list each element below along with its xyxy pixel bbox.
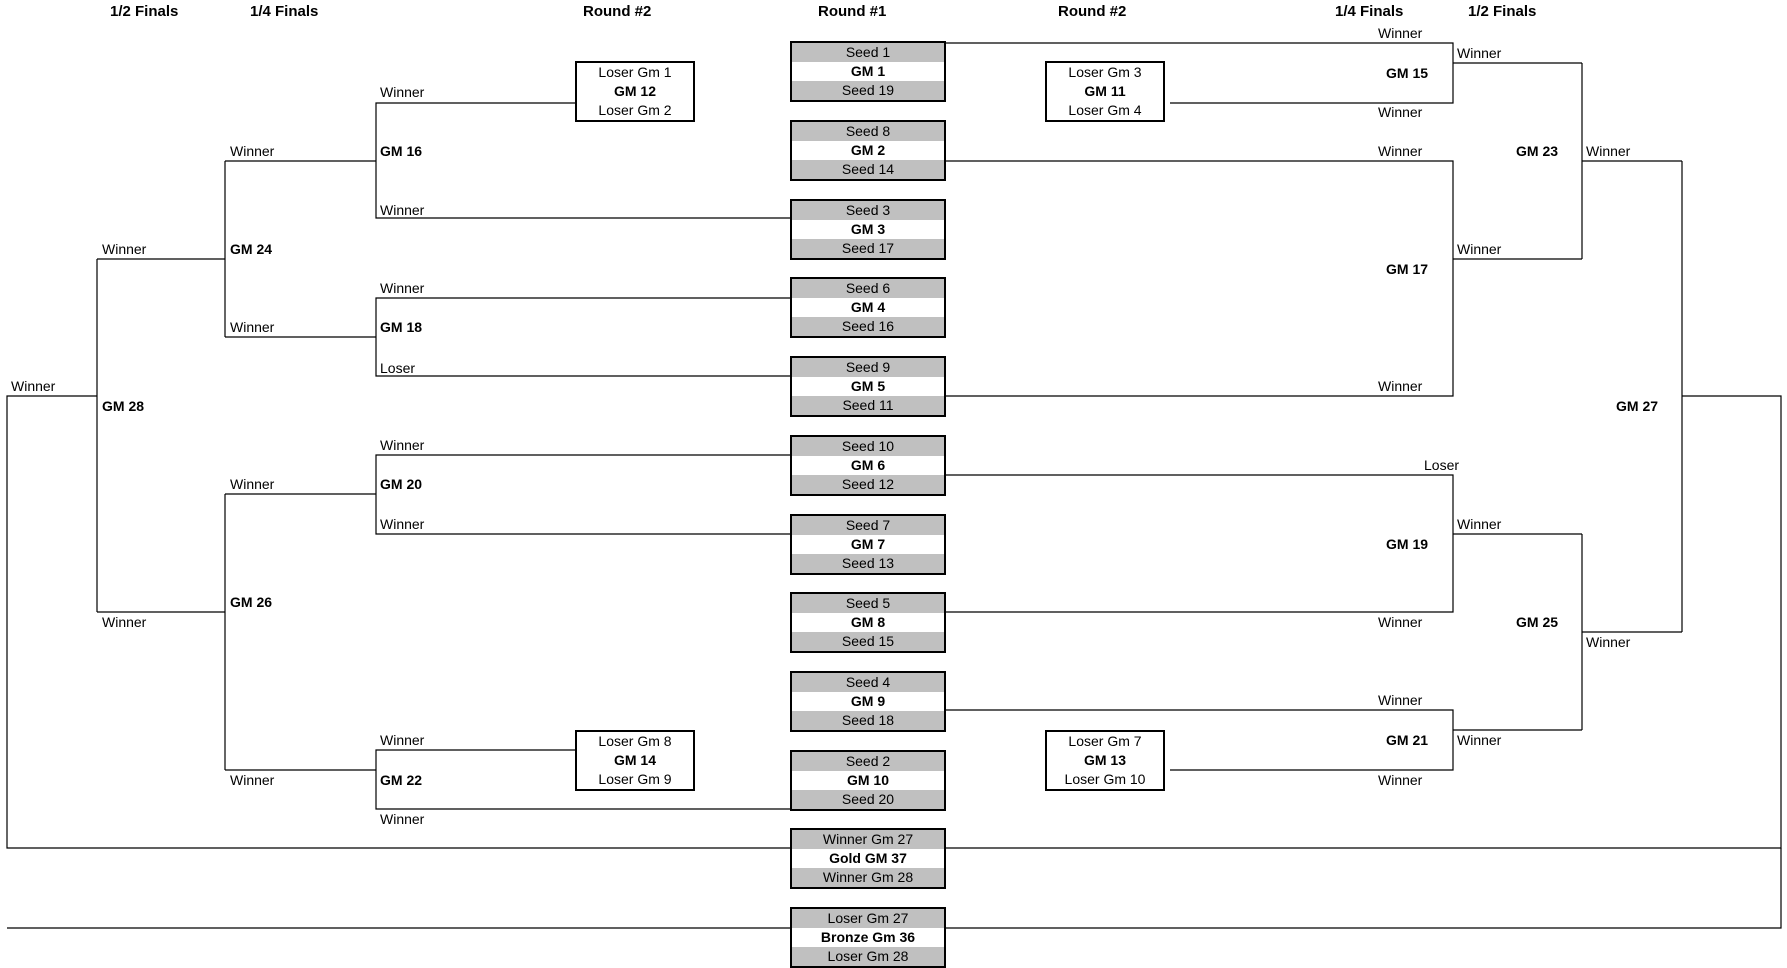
slot-bottom: Seed 13 [792,554,944,573]
line-gm17 [946,161,1453,396]
slot-top: Loser Gm 8 [598,733,672,749]
slot-label-winner: Winner [1378,143,1423,159]
header-left-round2: Round #2 [583,3,652,20]
round2-game-14 [575,730,695,791]
slot-bottom: Seed 18 [792,711,944,730]
game-label-15: GM 15 [1386,65,1429,81]
slot-bottom: Loser Gm 2 [598,102,672,118]
slot-bottom: Seed 15 [792,632,944,651]
game-number: Gold GM 37 [829,850,907,866]
header-right-round2: Round #2 [1058,3,1127,20]
slot-label-winner: Winner [102,241,147,257]
round1-game-5 [790,356,946,417]
slot-label-winner: Winner [1378,692,1423,708]
slot-label-winner: Winner [380,732,425,748]
slot-bottom: Seed 11 [792,396,944,415]
slot-bottom: Seed 19 [792,81,944,100]
slot-label-winner: Winner [1586,634,1631,650]
game-number: Bronze Gm 36 [820,929,916,945]
game-label-22: GM 22 [380,772,423,788]
header-left-quarter-finals: 1/4 Finals [250,3,319,20]
game-label-17: GM 17 [1386,261,1429,277]
game-number: GM 10 [846,772,889,788]
round1-game-4 [790,277,946,338]
slot-bottom: Loser Gm 10 [1064,771,1146,787]
slot-top: Loser Gm 1 [598,64,672,80]
game-number: GM 5 [850,378,886,394]
slot-label-winner: Winner [380,84,425,100]
slot-top: Seed 2 [792,752,944,771]
round1-game-8 [790,592,946,653]
slot-top: Seed 10 [792,437,944,456]
bronze-game-box [790,907,946,968]
line-gm21 [946,710,1453,770]
slot-label-winner: Winner [1457,516,1502,532]
slot-label-winner: Winner [230,143,275,159]
slot-bottom: Seed 12 [792,475,944,494]
round1-game-1 [790,41,946,102]
slot-label-winner: Winner [380,811,425,827]
game-number: GM 3 [850,221,886,237]
slot-bottom: Loser Gm 9 [598,771,672,787]
slot-label-winner: Winner [1586,143,1631,159]
slot-label-winner: Winner [380,202,425,218]
game-label-19: GM 19 [1386,536,1429,552]
slot-top: Seed 3 [792,201,944,220]
game-number: GM 11 [1084,83,1126,99]
game-number: GM 14 [613,752,656,768]
line-gm19 [946,475,1453,612]
slot-bottom: Seed 20 [792,790,944,809]
slot-bottom: Seed 17 [792,239,944,258]
header-right-half-finals: 1/2 Finals [1468,3,1537,20]
slot-label-loser: Loser [1424,457,1460,473]
game-number: GM 2 [850,142,886,158]
round1-game-7 [790,514,946,575]
slot-label-winner: Winner [1457,241,1502,257]
round2-game-12 [575,61,695,122]
game-label-20: GM 20 [380,476,423,492]
header-round1: Round #1 [818,3,887,20]
slot-top: Seed 7 [792,516,944,535]
game-number: GM 4 [850,299,886,315]
round2-game-13 [1045,730,1165,791]
game-label-18: GM 18 [380,319,423,335]
slot-bottom: Loser Gm 28 [792,947,944,966]
slot-bottom: Loser Gm 4 [1068,102,1142,118]
slot-label-loser: Loser [380,360,416,376]
game-number: GM 9 [850,693,886,709]
game-number: GM 7 [850,536,886,552]
slot-label-winner: Winner [1378,378,1423,394]
slot-top: Loser Gm 7 [1068,733,1142,749]
game-label-16: GM 16 [380,143,423,159]
round1-game-9 [790,671,946,732]
slot-top: Seed 8 [792,122,944,141]
slot-top: Seed 4 [792,673,944,692]
game-label-26: GM 26 [230,594,273,610]
slot-label-winner: Winner [1378,104,1423,120]
game-number: GM 1 [850,63,886,79]
slot-label-winner: Winner [1378,614,1423,630]
game-label-28: GM 28 [102,398,145,414]
slot-top: Seed 1 [792,43,944,62]
line-gm15 [946,43,1453,103]
game-number: GM 8 [850,614,886,630]
round1-game-10 [790,750,946,811]
slot-top: Loser Gm 27 [792,909,944,928]
game-number: GM 13 [1083,752,1126,768]
game-number: GM 12 [613,83,656,99]
round1-game-6 [790,435,946,496]
line-gm20 [376,455,790,534]
slot-label-winner: Winner [1457,45,1502,61]
header-left-half-finals: 1/2 Finals [110,3,179,20]
slot-label-winner: Winner [230,319,275,335]
slot-label-winner: Winner [380,516,425,532]
slot-label-winner: Winner [1457,732,1502,748]
slot-bottom: Seed 14 [792,160,944,179]
round1-game-3 [790,199,946,260]
slot-bottom: Winner Gm 28 [792,868,944,887]
slot-label-winner: Winner [1378,25,1423,41]
slot-label-winner: Winner [380,437,425,453]
slot-top: Loser Gm 3 [1068,64,1142,80]
round2-game-11 [1045,61,1165,122]
slot-label-winner: Winner [230,476,275,492]
game-number: GM 6 [850,457,886,473]
game-label-21: GM 21 [1386,732,1429,748]
slot-bottom: Seed 16 [792,317,944,336]
slot-label-winner: Winner [230,772,275,788]
round1-game-2 [790,120,946,181]
slot-top: Winner Gm 27 [792,830,944,849]
game-label-27: GM 27 [1616,398,1659,414]
slot-label-winner: Winner [380,280,425,296]
line-gm18 [376,298,790,376]
slot-top: Seed 6 [792,279,944,298]
slot-top: Seed 5 [792,594,944,613]
header-right-quarter-finals: 1/4 Finals [1335,3,1404,20]
slot-label-winner: Winner [102,614,147,630]
line-gm27-to-bronze [946,848,1781,928]
slot-top: Seed 9 [792,358,944,377]
gold-game-box [790,828,946,889]
slot-label-winner: Winner [11,378,56,394]
game-label-25: GM 25 [1516,614,1559,630]
game-label-24: GM 24 [230,241,273,257]
game-label-23: GM 23 [1516,143,1559,159]
slot-label-winner: Winner [1378,772,1423,788]
